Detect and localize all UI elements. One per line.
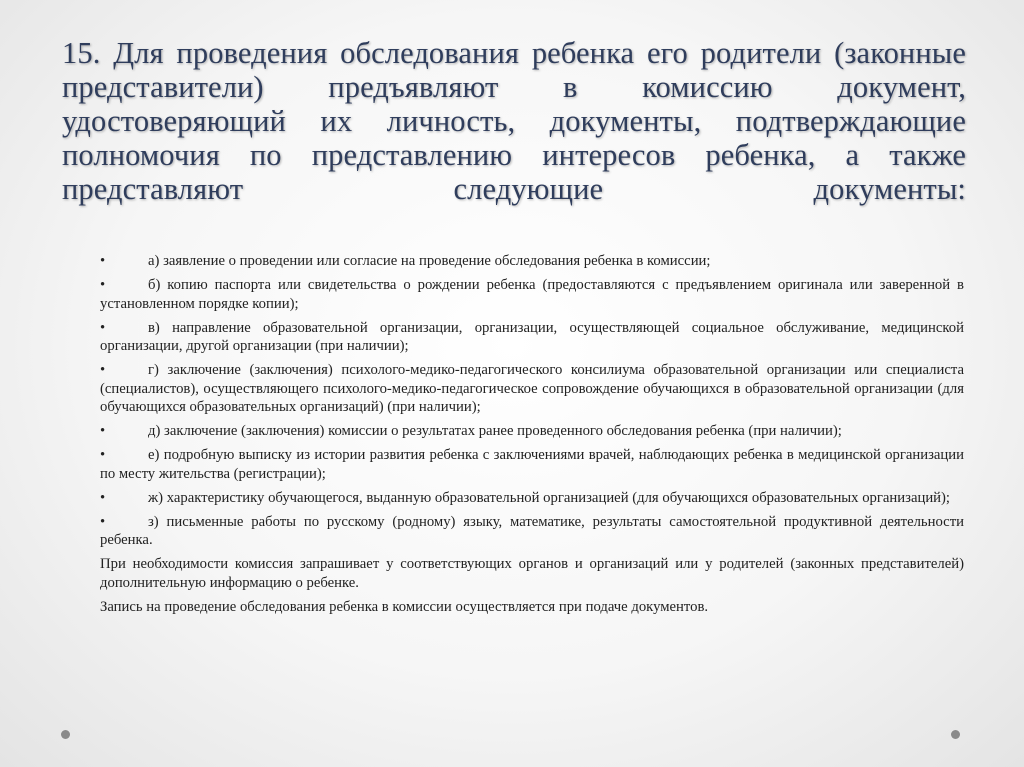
document-list [100,252,964,550]
list-item-text: ж) характеристику обучающегося, выданную образовательной организацией (для обучающихся образовательных организаций); [148,489,951,506]
list-item [100,513,964,550]
list-item [100,489,964,508]
bullet-icon: • [100,362,106,378]
paragraph: Запись на проведение обследования ребенка в комиссии осуществляется при подаче документов. [100,598,709,615]
closing-paragraphs [100,555,964,616]
decorative-dot-right [951,730,960,739]
list-item-text: в) направление образовательной организации, организации, осуществляющей социальное обслуживание, медицинской организации, другой организации (при наличии); [100,319,964,354]
paragraph: При необходимости комиссия запрашивает у соответствующих органов и организаций или у родителей (законных представителей) дополнительную информацию о ребенке. [100,556,964,591]
bullet-icon: • [100,277,106,293]
decorative-dot-left [61,730,70,739]
list-item [100,252,964,271]
list-item-text: е) подробную выписку из истории развития ребенка с заключениями врачей, наблюдающих ребенка в медицинской организации по месту жительства (регистрации); [100,447,964,482]
bullet-icon: • [100,253,106,269]
list-item [100,446,964,483]
list-item-text: а) заявление о проведении или согласие на проведение обследования ребенка в комиссии; [148,253,711,269]
bullet-icon: • [100,489,106,506]
slide-title: 15. Для проведения обследования ребенка его родители (законные представители) предъявляют в комиссию документ, удостоверяющий их личность, документы, подтверждающие полномочия по представлению интересов ребенка, а также представляют следующие документы: [62,36,966,206]
slide-body [100,252,964,622]
bullet-icon: • [100,423,106,439]
list-item-text: б) копию паспорта или свидетельства о рождении ребенка (предоставляются с предъявлением оригинала или заверенной в установленном порядке копии); [100,277,964,312]
list-item [100,361,964,417]
list-item [100,422,964,441]
bullet-icon: • [100,319,106,336]
bullet-icon: • [100,447,106,463]
list-item-text: д) заключение (заключения) комиссии о результатах ранее проведенного обследования ребенка (при наличии); [148,423,842,439]
list-item [100,319,964,356]
list-item-text: г) заключение (заключения) психолого-медико-педагогического консилиума образовательной организации или специалиста (специалистов), осуществляющего психолого-медико-педагогическое сопровождение обучающихся в образовательной организации (для обучающихся образовательных организаций) (при наличии); [100,362,964,415]
list-item-text: з) письменные работы по русскому (родному) языку, математике, результаты самостоятельной продуктивной деятельности ребенка. [100,513,964,548]
list-item [100,276,964,313]
bullet-icon: • [100,513,106,530]
